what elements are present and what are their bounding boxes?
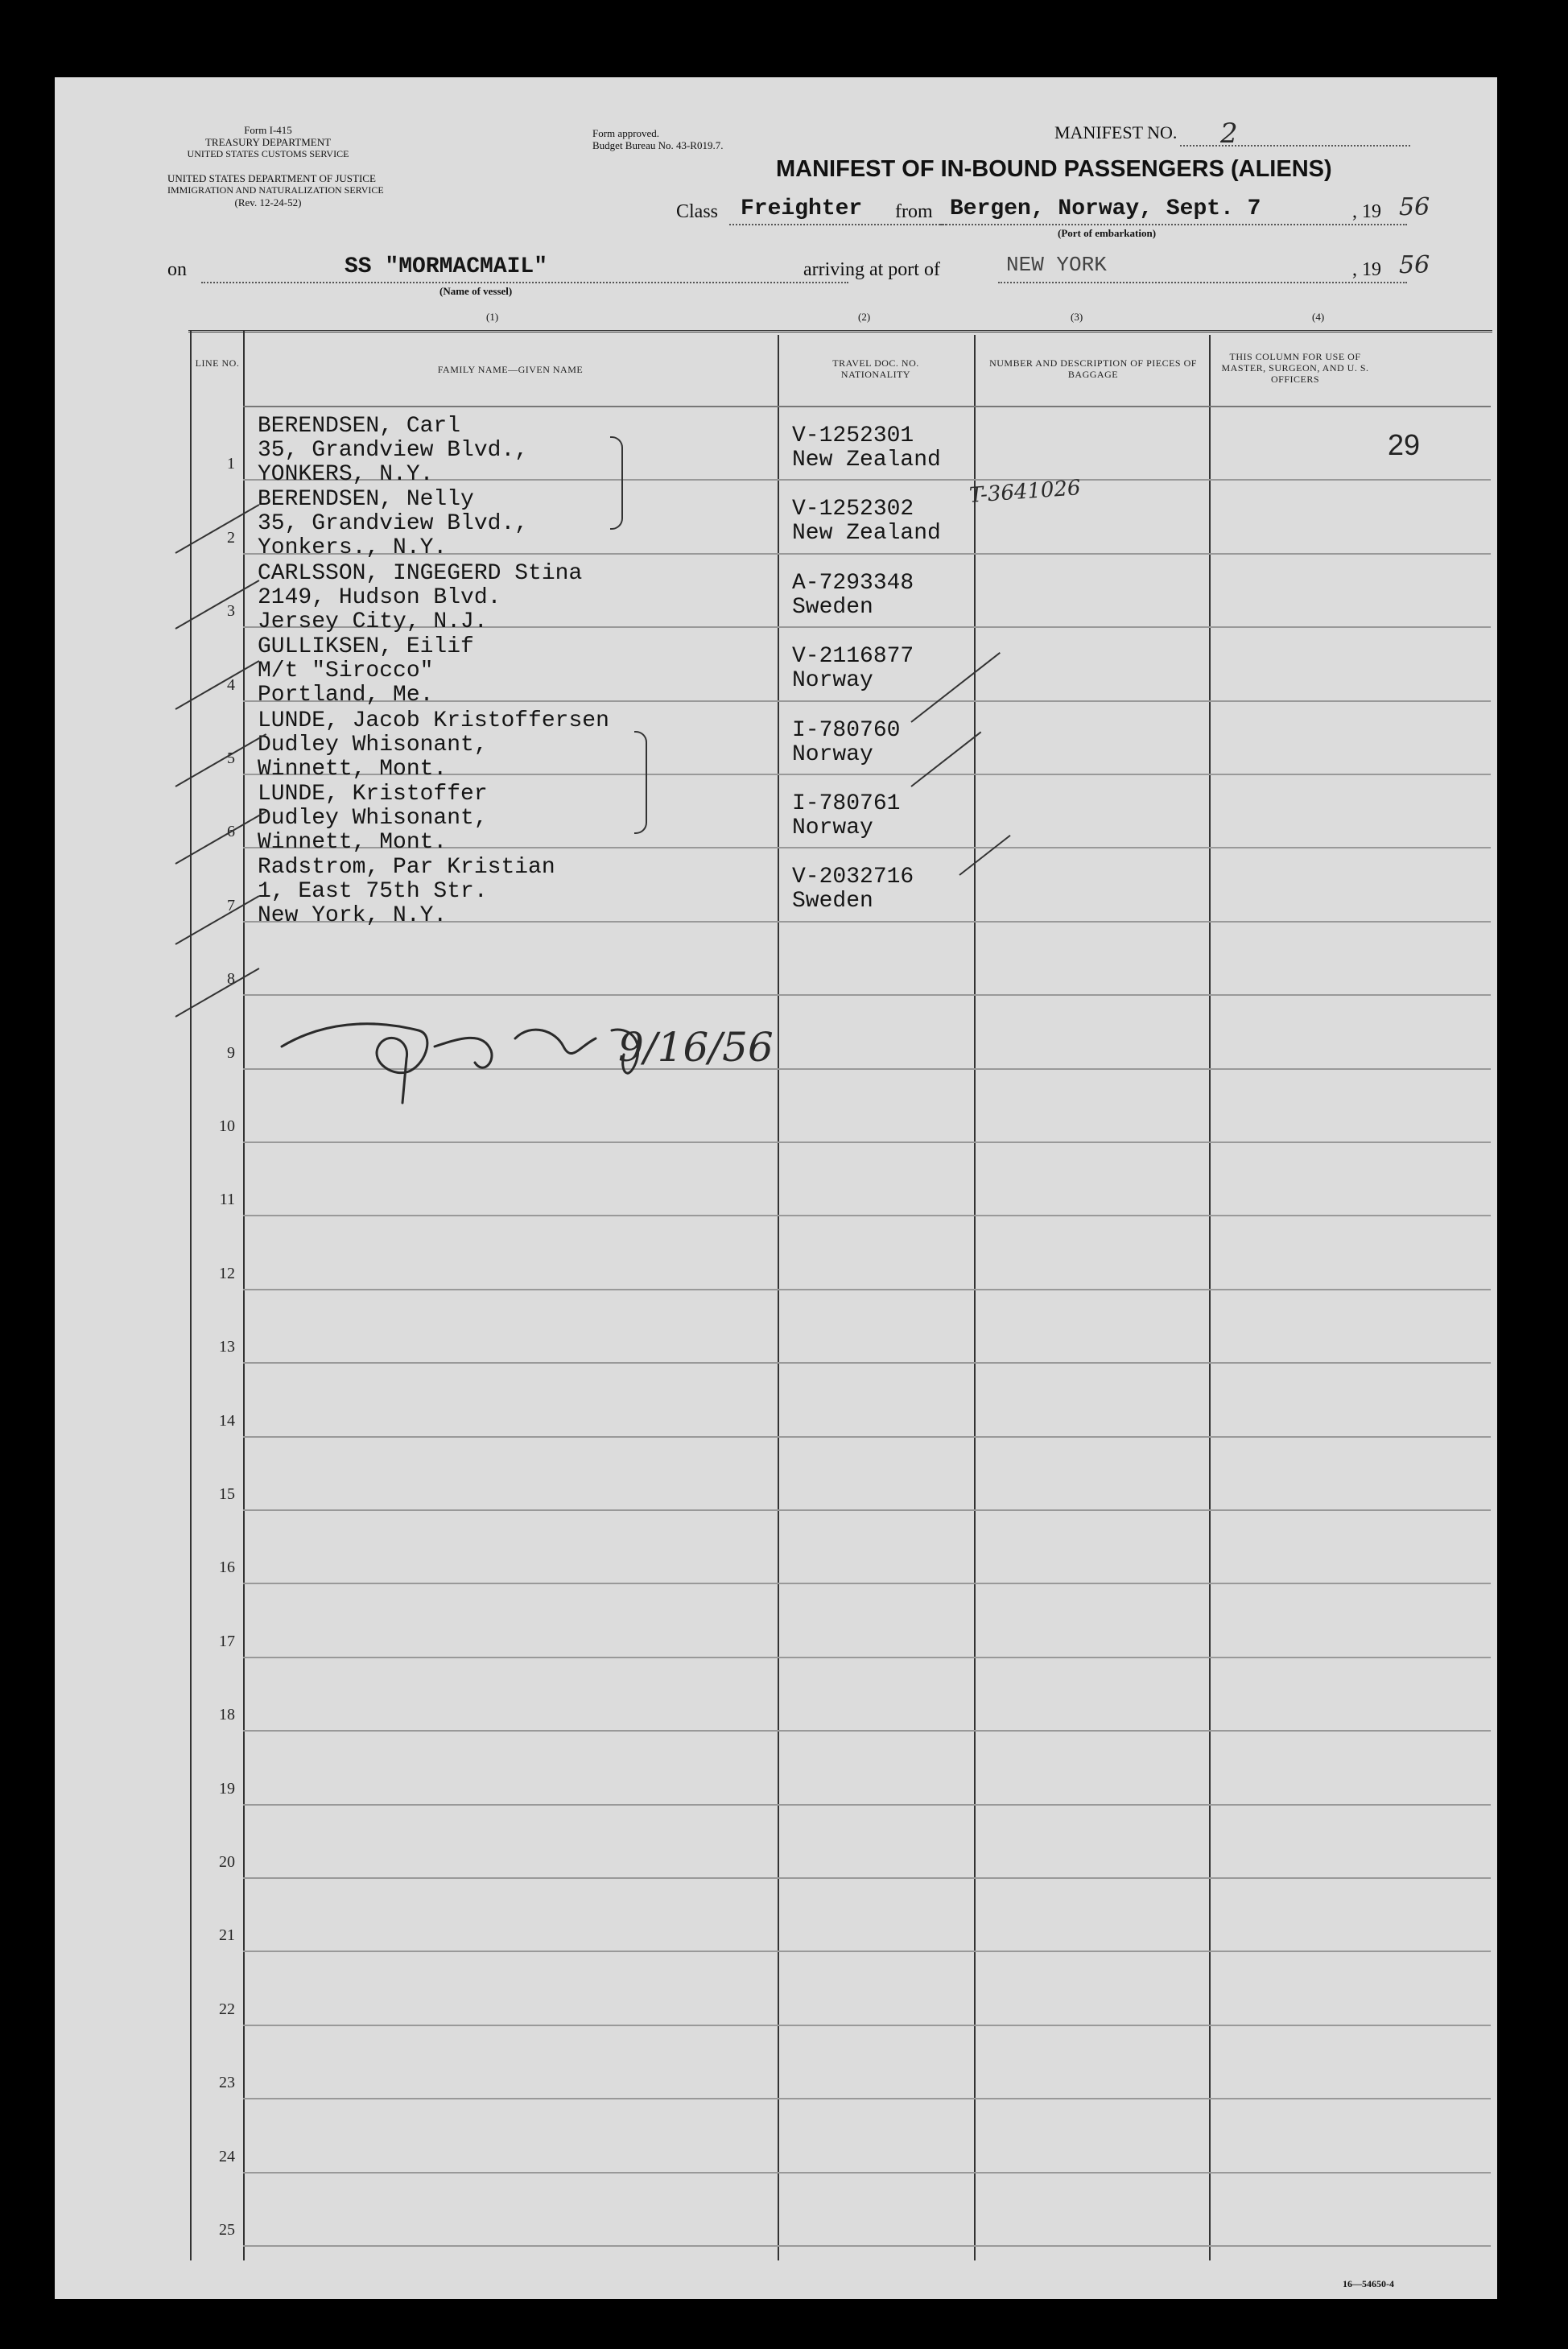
nationality: Sweden [792,595,873,620]
passenger-address-1: 1, East 75th Str. [258,879,488,904]
class-line [729,224,947,225]
line-number: 5 [227,749,235,767]
table-row-rule [243,1730,1491,1732]
col-num-3: (3) [1071,311,1083,323]
line-number: 1 [227,455,235,473]
class-label: Class [676,201,719,222]
vessel-caption: (Name of vessel) [439,285,513,297]
col-num-4: (4) [1312,311,1325,323]
arrival-line [998,282,1407,283]
line-number: 13 [219,1338,235,1356]
from-line [940,224,1407,225]
passenger-name: BERENDSEN, Carl [258,414,461,439]
line-number: 18 [219,1706,235,1724]
col-head-travel: TRAVEL DOC. NO. NATIONALITY [832,357,919,380]
nationality: Norway [792,815,873,840]
col-divider-4 [1209,335,1211,2260]
vessel-line [201,282,848,283]
col-num-2: (2) [858,311,871,323]
table-row-rule [243,1951,1491,1952]
table-top-rule [188,330,1492,332]
passenger-address-1: Dudley Whisonant, [258,733,488,758]
line-number: 20 [219,1853,235,1871]
manifest-page [55,77,1497,2299]
form-approved-block [592,127,723,151]
table-row-rule [243,1804,1491,1806]
passenger-address-2: Jersey City, N.J. [258,609,488,634]
table-row-rule [243,1509,1491,1511]
table-row-rule [243,2245,1491,2247]
budget-bureau: Budget Bureau No. 43-R019.7. [592,139,724,151]
line-number: 16 [219,1558,235,1576]
nationality: Norway [792,668,873,693]
line-number: 2 [227,529,235,547]
passenger-address-1: Dudley Whisonant, [258,806,488,831]
col-divider-1 [243,330,245,2260]
dept-justice: UNITED STATES DEPARTMENT OF JUSTICE [167,172,376,184]
passenger-address-1: 35, Grandview Blvd., [258,511,529,536]
passenger-name: LUNDE, Kristoffer [258,782,488,807]
form-revision: (Rev. 12-24-52) [234,196,302,208]
line-number: 23 [219,2074,235,2091]
passenger-address-2: YONKERS, N.Y. [258,462,434,487]
line-number: 19 [219,1780,235,1798]
passenger-address-2: Portland, Me. [258,683,434,708]
line-number: 6 [227,823,235,840]
port-embark-caption: (Port of embarkation) [1058,227,1157,239]
line-number: 8 [227,970,235,988]
check-mark [175,811,267,865]
nationality: New Zealand [792,448,941,473]
passenger-address-1: 2149, Hudson Blvd. [258,585,501,610]
table-row-rule [243,1289,1491,1290]
family-bracket [634,731,647,834]
travel-doc-number: A-7293348 [792,571,914,596]
line-number: 11 [219,1191,235,1208]
col-head-officers: THIS COLUMN FOR USE OF MASTER, SURGEON, AND U. S. OFFICERS [1221,351,1369,385]
passenger-address-1: 35, Grandview Blvd., [258,438,529,463]
travel-doc-number: I-780761 [792,791,901,816]
form-approved: Form approved. [592,127,660,139]
form-id-block [159,124,377,160]
line-number: 12 [219,1265,235,1282]
table-row-rule [243,1141,1491,1143]
table-header-rule [243,406,1491,407]
dept-treasury: TREASURY DEPARTMENT [204,136,332,148]
table-row-rule [243,1657,1491,1658]
vessel-name: SS "MORMACMAIL" [345,254,548,279]
check-mark [175,660,260,710]
travel-doc-number: I-780760 [792,718,901,743]
line-number: 14 [219,1412,235,1430]
check-mark [910,652,1001,723]
table-row-rule [243,1215,1491,1216]
line-number: 4 [227,676,235,694]
manifest-no-value: 2 [1220,118,1238,150]
col-divider-2 [778,335,779,2260]
family-bracket [610,436,623,530]
travel-doc-number: V-2032716 [792,865,914,890]
form-id-block-2 [167,172,384,208]
table-row-rule [243,1362,1491,1364]
line-number: 10 [219,1117,235,1135]
line-number: 24 [219,2148,235,2165]
line-number: 17 [219,1633,235,1650]
line-number: 21 [219,1926,235,1944]
passenger-name: LUNDE, Jacob Kristoffersen [258,708,609,733]
passenger-address-2: Winnett, Mont. [258,757,448,782]
nationality: Sweden [792,889,873,914]
table-row-rule [243,2172,1491,2174]
table-row-rule [243,2098,1491,2099]
table-row-rule [243,994,1491,996]
manifest-no-label: MANIFEST NO. [1054,122,1178,142]
year-value-2: 56 [1399,251,1430,279]
line-number: 25 [219,2221,235,2239]
col-divider-3 [974,335,976,2260]
check-mark [175,580,260,630]
signature-date: 9/16/56 [618,1024,774,1071]
table-row-rule [243,2025,1491,2026]
passenger-name: GULLIKSEN, Eilif [258,634,474,659]
check-mark [910,731,981,786]
travel-doc-number: V-1252302 [792,497,914,522]
passenger-name: BERENDSEN, Nelly [258,487,474,512]
col-head-baggage: NUMBER AND DESCRIPTION OF PIECES OF BAGGAGE [989,357,1197,380]
line-number: 22 [219,2000,235,2018]
passenger-address-2: Winnett, Mont. [258,830,448,855]
passenger-address-1: M/t "Sirocco" [258,658,434,683]
line-number: 3 [227,602,235,620]
check-mark [959,835,1010,876]
passenger-name: Radstrom, Par Kristian [258,855,555,880]
col-head-line-no: LINE NO. [195,357,240,369]
from-value: Bergen, Norway, Sept. 7 [950,196,1261,221]
nationality: Norway [792,742,873,767]
form-number: Form I-415 [244,124,292,136]
passenger-address-2: Yonkers., N.Y. [258,535,448,560]
baggage-note: T-3641026 [968,476,1082,508]
dept-customs: UNITED STATES CUSTOMS SERVICE [187,148,349,159]
line-number: 15 [219,1485,235,1503]
line-number: 7 [227,897,235,914]
travel-doc-number: V-2116877 [792,644,914,669]
manifest-no-line [1180,145,1410,147]
passenger-address-2: New York, N.Y. [258,903,448,928]
footer-code: 16—54650-4 [1343,2278,1394,2289]
col-head-name: FAMILY NAME—GIVEN NAME [437,364,584,375]
table-row-rule [243,1436,1491,1438]
table-row-rule [243,1583,1491,1584]
check-mark [175,733,267,787]
from-label: from [895,201,933,222]
page-title: MANIFEST OF IN-BOUND PASSENGERS (ALIENS) [776,156,1332,182]
arriving-label: arriving at port of [803,259,940,280]
on-label: on [167,259,187,280]
line-number: 9 [227,1044,235,1062]
year-prefix-1: , 19 [1352,201,1381,222]
nationality: New Zealand [792,521,941,546]
arrival-port: NEW YORK [1006,253,1107,277]
dept-ins: IMMIGRATION AND NATURALIZATION SERVICE [167,184,384,196]
table-row-rule [243,1877,1491,1879]
travel-doc-number: V-1252301 [792,423,914,448]
col-num-1: (1) [486,311,499,323]
passenger-name: CARLSSON, INGEGERD Stina [258,561,583,586]
officer-note: 29 [1388,428,1421,461]
class-value: Freighter [741,196,863,221]
year-prefix-2: , 19 [1352,259,1381,280]
year-value-1: 56 [1399,193,1430,221]
